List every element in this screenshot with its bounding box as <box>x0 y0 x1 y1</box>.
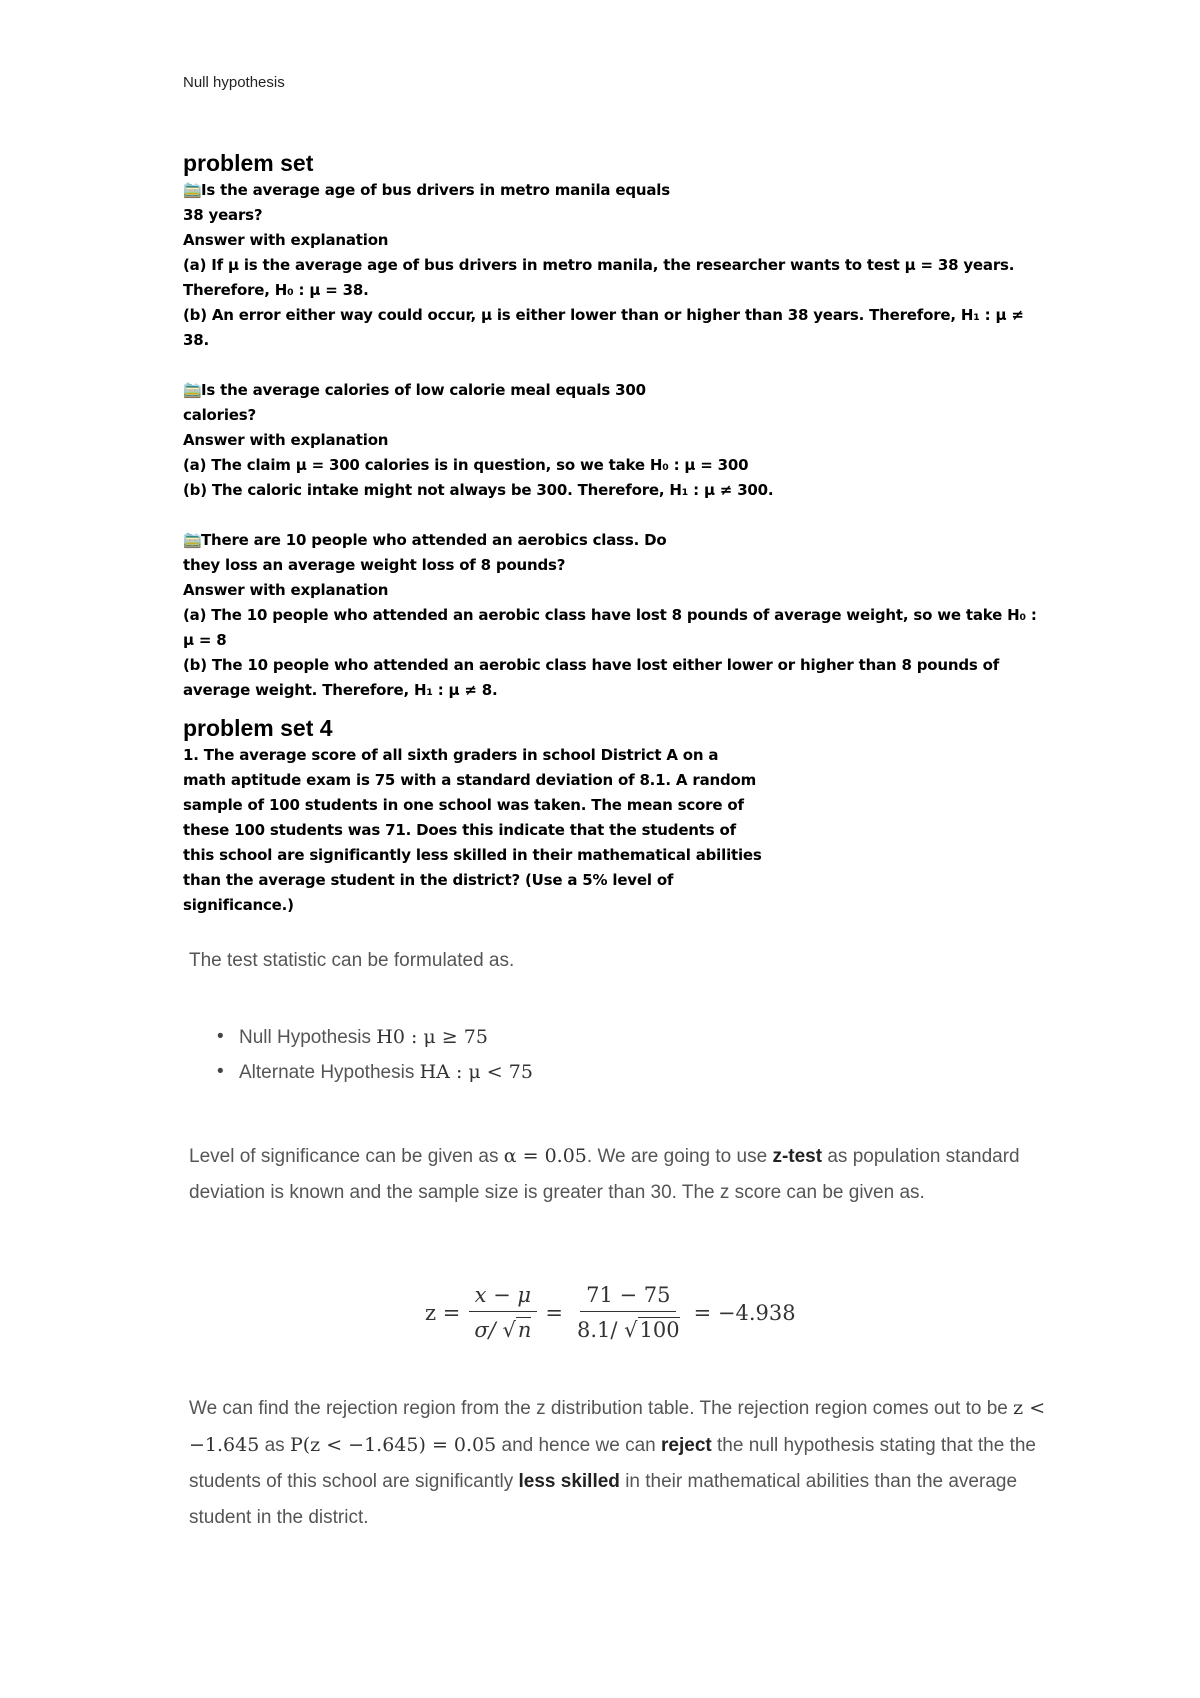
answer-line: (b) The 10 people who attended an aerobic class have lost either lower or higher than 8 pounds of <box>183 656 1000 674</box>
null-hypothesis-expr: H0 : μ ≥ 75 <box>376 1026 488 1048</box>
question-line: calories? <box>183 406 257 424</box>
answer-line: (a) If μ is the average age of bus drivers in metro manila, the researcher wants to test μ = 38 years. <box>183 256 1015 274</box>
question-line: Is the average calories of low calorie meal equals 300 <box>201 381 646 399</box>
alpha-expr: α = 0.05 <box>503 1145 587 1167</box>
solution-intro: The test statistic can be formulated as. <box>189 950 515 971</box>
answer-line: average weight. Therefore, H₁ : μ ≠ 8. <box>183 681 498 699</box>
question-line: 38 years? <box>183 206 263 224</box>
question-line: than the average student in the district? (Use a 5% level of <box>183 871 674 889</box>
bus-icon: 🚞 <box>183 181 202 199</box>
page-header: Null hypothesis <box>183 74 285 91</box>
question-line: they loss an average weight loss of 8 pounds? <box>183 556 566 574</box>
hypotheses-list <box>189 1020 1069 1090</box>
alt-hypothesis-item: • Alternate Hypothesis HA : μ < 75 <box>189 1055 1069 1090</box>
fraction: $\frac{x - \mu}{\sigma/ √n}$ <box>468 1283 537 1342</box>
z-score-formula: z = $\frac{x - \mu}{\sigma/ √n}$ = $\frac{71 - 75}{8.1/ √100}$ = −4.938 <box>425 1283 796 1342</box>
answer-line: (a) The claim μ = 300 calories is in question, so we take H₀ : μ = 300 <box>183 456 749 474</box>
less-skilled-term: less skilled <box>518 1471 620 1492</box>
question-line: 1. The average score of all sixth graders in school District A on a <box>183 746 719 764</box>
question-line: Is the average age of bus drivers in metro manila equals <box>201 181 670 199</box>
question-line: this school are significantly less skilled in their mathematical abilities <box>183 846 762 864</box>
bus-icon: 🚞 <box>183 531 202 549</box>
alt-hypothesis-expr: HA : μ < 75 <box>419 1061 533 1083</box>
z-test-term: z-test <box>772 1146 823 1167</box>
answer-line: (b) An error either way could occur, μ is either lower than or higher than 38 years. Therefore, H₁ : μ ≠ <box>183 306 1024 324</box>
section-title: problem set 4 <box>183 715 333 741</box>
answer-line: (b) The caloric intake might not always be 300. Therefore, H₁ : μ ≠ 300. <box>183 481 774 499</box>
probability-expr: P(z < −1.645) = 0.05 <box>289 1434 497 1456</box>
rejection-paragraph: We can find the rejection region from the z distribution table. The rejection region comes out to be z < −1.645 as P(z < −1.645) = 0.05 and hence we can reject the null hypothesis stating that the the students of this school are significantly less skilled in their mathematical abilities than the average student in the district. <box>189 1397 1046 1528</box>
answer-label: Answer with explanation <box>183 581 389 599</box>
reject-term: reject <box>661 1435 712 1456</box>
question-line: sample of 100 students in one school was taken. The mean score of <box>183 796 744 814</box>
question-line: these 100 students was 71. Does this indicate that the students of <box>183 821 736 839</box>
answer-line: μ = 8 <box>183 631 227 649</box>
question-line: math aptitude exam is 75 with a standard deviation of 8.1. A random <box>183 771 757 789</box>
answer-label: Answer with explanation <box>183 231 389 249</box>
significance-paragraph: Level of significance can be given as α = 0.05. We are going to use z-test as population standard deviation is known and the sample size is greater than 30. The z score can be given as. <box>189 1145 1020 1203</box>
problem-block <box>183 378 1063 503</box>
question-line: significance.) <box>183 896 294 914</box>
bus-icon: 🚞 <box>183 381 202 399</box>
problem-block <box>183 528 1063 703</box>
problem-question <box>183 743 1063 918</box>
section-title: problem set <box>183 150 314 176</box>
problem-block <box>183 178 1063 353</box>
answer-line: (a) The 10 people who attended an aerobic class have lost 8 pounds of average weight, so we take H₀ : <box>183 606 1037 624</box>
question-line: There are 10 people who attended an aerobics class. Do <box>201 531 667 549</box>
answer-label: Answer with explanation <box>183 431 389 449</box>
rejection-region-expr: z < −1.645 <box>189 1397 1046 1456</box>
answer-line: 38. <box>183 331 209 349</box>
fraction: $\frac{71 - 75}{8.1/ √100}$ <box>576 1283 680 1342</box>
problem-text <box>183 148 1063 918</box>
null-hypothesis-item: • Null Hypothesis H0 : μ ≥ 75 <box>189 1020 1069 1055</box>
answer-line: Therefore, H₀ : μ = 38. <box>183 281 369 299</box>
